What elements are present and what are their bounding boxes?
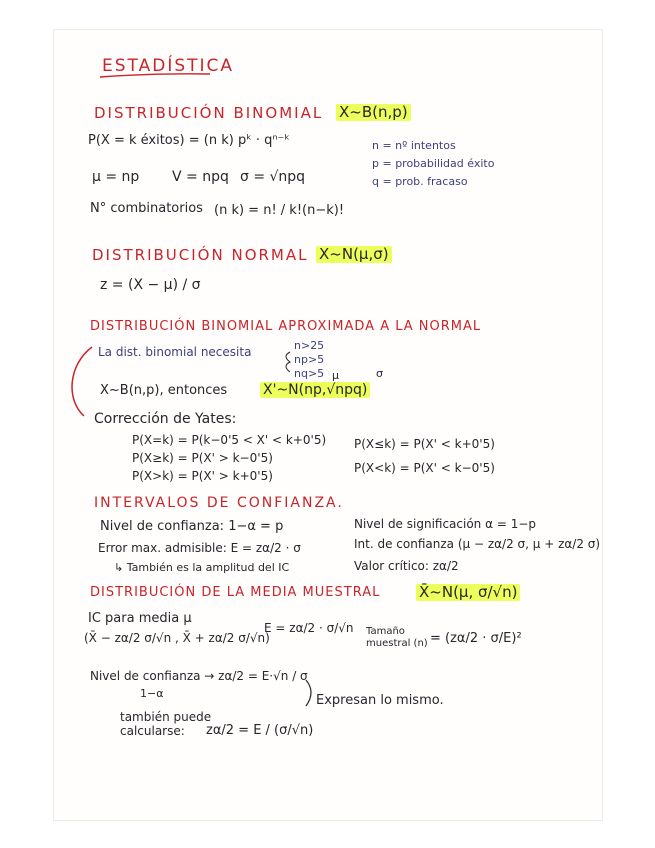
combinatorial-formula: (n k) = n! / k!(n−k)! — [214, 203, 345, 218]
page-title: ESTADÍSTICA — [102, 56, 235, 76]
sample-mean-notation: X̄~N(μ, σ/√n) — [416, 584, 520, 601]
approx-then-text: X~B(n,p), entonces — [100, 383, 228, 398]
approx-condition-text: La dist. binomial necesita — [98, 345, 252, 359]
binomial-notation: X~B(n,p) — [336, 104, 411, 121]
approx-bracket — [72, 347, 92, 416]
conf-line: Nivel de confianza → zα/2 = E·√n / σ — [90, 669, 308, 683]
yates-title: Corrección de Yates: — [94, 411, 237, 427]
sample-size-label: Tamaño muestral (n) — [366, 626, 428, 649]
ic-label: IC para media μ — [88, 611, 192, 626]
approx-cond-2: np>5 — [294, 353, 325, 366]
critical-value: Valor crítico: zα/2 — [354, 559, 459, 573]
condition-brace — [286, 352, 290, 372]
yates-rule: P(X=k) = P(k−0'5 < X' < k+0'5) — [132, 433, 327, 447]
legend-n: n = nº intentos — [372, 139, 456, 152]
approx-mu-mark: μ — [332, 369, 339, 382]
legend-p: p = probabilidad éxito — [372, 157, 495, 170]
binomial-heading: DISTRIBUCIÓN BINOMIAL — [94, 104, 324, 122]
ic-formula: (X̄ − zα/2 σ/√n , X̄ + zα/2 σ/√n) — [84, 631, 270, 645]
amplitude-note: ↳ También es la amplitud del IC — [114, 561, 290, 574]
yates-rule: P(X≥k) = P(X' > k−0'5) — [132, 451, 273, 465]
max-error: Error max. admisible: E = zα/2 · σ — [98, 541, 301, 555]
same-brace — [306, 680, 311, 706]
approx-then-notation: X'~N(np,√npq) — [260, 382, 370, 398]
confidence-interval: Int. de confianza (μ − zα/2 σ, μ + zα/2 σ) — [354, 537, 601, 551]
binomial-variance: V = npq — [172, 169, 229, 185]
confidence-level: Nivel de confianza: 1−α = p — [100, 519, 284, 534]
approx-cond-1: n>25 — [294, 339, 325, 352]
error-formula: E = zα/2 · σ/√n — [264, 621, 354, 635]
combinatorial-label: N° combinatorios — [90, 201, 203, 216]
same-note: Expresan lo mismo. — [316, 693, 444, 708]
normal-z-formula: z = (X − μ) / σ — [100, 277, 201, 293]
notebook-page — [54, 30, 602, 820]
yates-rule: P(X≤k) = P(X' < k+0'5) — [354, 437, 495, 451]
binomial-mean: μ = np — [92, 169, 140, 185]
also-formula: zα/2 = E / (σ/√n) — [206, 723, 314, 738]
binomial-sd: σ = √npq — [240, 169, 306, 185]
also-text: también puede calcularse: — [120, 710, 212, 739]
legend-q: q = prob. fracaso — [372, 175, 468, 188]
sample-size-formula: = (zα/2 · σ/E)² — [430, 631, 522, 646]
normal-notation: X~N(μ,σ) — [316, 246, 392, 263]
yates-rule: P(X>k) = P(X' > k+0'5) — [132, 469, 273, 483]
approx-sigma-mark: σ — [376, 367, 383, 380]
binomial-prob-formula: P(X = k éxitos) = (n k) pᵏ · qⁿ⁻ᵏ — [88, 133, 290, 148]
intervals-heading: INTERVALOS DE CONFIANZA. — [94, 495, 344, 511]
one-minus-alpha: 1−α — [140, 687, 164, 700]
approx-heading: DISTRIBUCIÓN BINOMIAL APROXIMADA A LA NORMAL — [90, 319, 482, 334]
significance-level: Nivel de significación α = 1−p — [354, 517, 537, 531]
yates-rule: P(X<k) = P(X' < k−0'5) — [354, 461, 495, 475]
approx-cond-3: nq>5 — [294, 367, 325, 380]
normal-heading: DISTRIBUCIÓN NORMAL — [92, 246, 309, 264]
sample-mean-heading: DISTRIBUCIÓN DE LA MEDIA MUESTRAL — [90, 585, 381, 600]
